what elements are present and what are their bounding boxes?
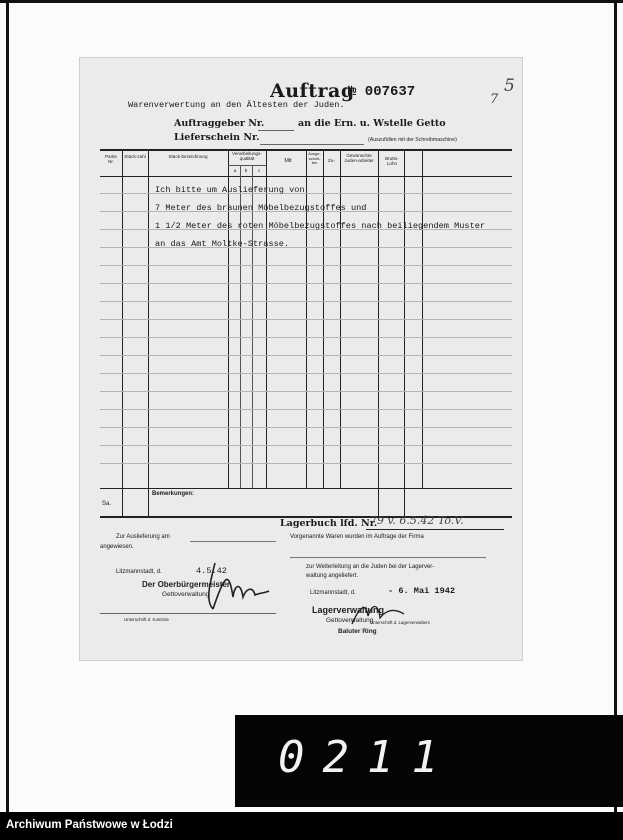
left-release-field bbox=[190, 541, 276, 542]
left-release-line-1: Zur Auslieferung am bbox=[116, 534, 170, 540]
col-header-partie: Partie Nr. bbox=[104, 154, 117, 165]
table-row-line bbox=[100, 391, 512, 392]
an-die-label: an die Ern. u. Wstelle Getto bbox=[298, 118, 446, 129]
table-row-line bbox=[100, 463, 512, 464]
right-stamp-line-1: Lagerverwaltung bbox=[312, 605, 385, 615]
sum-label: Sa. bbox=[102, 501, 112, 507]
auftraggeber-label: Auftraggeber Nr. bbox=[174, 118, 265, 129]
corner-mark-top: 5 bbox=[504, 76, 515, 96]
auftraggeber-line bbox=[258, 130, 294, 131]
right-text-line-2: zur Weiterleitung an die Juden bei der Lagerver- bbox=[306, 564, 435, 570]
form-number: № 007637 bbox=[348, 84, 416, 100]
col-header-qual-a: a bbox=[233, 168, 237, 173]
archive-name: Archiwum Państwowe w Łodzi bbox=[6, 819, 173, 831]
right-signature bbox=[348, 596, 408, 630]
order-form-document bbox=[80, 58, 522, 660]
corner-mark-bottom: 7 bbox=[490, 92, 499, 107]
col-header-qualitaet: Verarbeitungs-qualität bbox=[232, 151, 262, 162]
col-divider-4 bbox=[240, 165, 241, 488]
right-stamp-line-3: Baluter Ring bbox=[338, 628, 377, 635]
col-header-bezeichnung: Stück-bezeichnung bbox=[168, 154, 208, 159]
order-text-line-2: 7 Meter des braunen Möbelbezugstoffes und bbox=[155, 203, 367, 213]
form-subtitle: Warenverwertung an den Ältesten der Juden. bbox=[128, 100, 345, 110]
left-release-line-2: angewiesen. bbox=[100, 544, 134, 550]
left-place: Litzmannstadt, d. bbox=[116, 569, 162, 575]
right-firm-field bbox=[290, 557, 486, 558]
col-header-brutto-lohn: Brutto-Lohn bbox=[385, 156, 399, 167]
lieferschein-line bbox=[260, 144, 364, 145]
lagerbuch-value: 79 v. 6.5.42 To.V. bbox=[370, 514, 464, 527]
frame-left-line bbox=[6, 0, 9, 812]
table-sum-border bbox=[100, 488, 512, 489]
typewriter-note: (Auszufüllen mit der Schreibmaschine) bbox=[368, 137, 457, 143]
table-row-line bbox=[100, 265, 512, 266]
left-signature bbox=[195, 553, 285, 613]
lagerbuch-label: Lagerbuch lfd. Nr. bbox=[280, 518, 378, 529]
table-row-line bbox=[100, 409, 512, 410]
left-stamp-line-1: Der Oberbürgermeister bbox=[142, 580, 231, 589]
left-signature-caption: Unterschrift d. Kontrole bbox=[124, 617, 169, 622]
table-row-line bbox=[100, 283, 512, 284]
right-place: Litzmannstadt, d. bbox=[310, 590, 356, 596]
col-divider-1 bbox=[122, 149, 123, 517]
lieferschein-label: Lieferschein Nr. bbox=[174, 132, 260, 143]
right-stamp-line-2: Gettoverwaltung bbox=[326, 617, 374, 624]
order-text-line-1: Ich bitte um Auslieferung von bbox=[155, 185, 305, 195]
col-header-mit: Mit bbox=[284, 158, 292, 164]
table-row-line bbox=[100, 319, 512, 320]
col-header-qual-b: b bbox=[244, 168, 248, 173]
right-signature-caption: Unterschrift d. Lagerverwalters bbox=[370, 620, 430, 625]
col-header-qual-c: c bbox=[257, 168, 261, 173]
left-stamp-line-2: Gettoverwaltung bbox=[162, 591, 210, 598]
col-header-juden-arbeiter: Gewünschte Juden-arbeiter bbox=[344, 153, 374, 164]
col-divider-10 bbox=[378, 149, 379, 517]
right-text-line-3: waltung angeliefert. bbox=[306, 573, 359, 579]
order-text-line-3: 1 1/2 Meter des roten Möbelbezugstoffes nach beiliegendem Muster bbox=[155, 221, 486, 231]
table-row-line bbox=[100, 355, 512, 356]
frame-right-line bbox=[614, 0, 617, 812]
col-header-ausgeschnitten: Ausge-schnit-ten bbox=[308, 151, 321, 166]
right-date: - 6. Mai 1942 bbox=[388, 586, 456, 596]
archive-footer bbox=[0, 812, 623, 840]
lagerbuch-line bbox=[366, 529, 504, 530]
col-divider-11 bbox=[404, 149, 405, 517]
quality-subheader-line bbox=[228, 165, 266, 166]
table-row-line bbox=[100, 301, 512, 302]
table-row-line bbox=[100, 445, 512, 446]
frame-top-line bbox=[0, 0, 623, 3]
table-row-line bbox=[100, 373, 512, 374]
left-date: 4.5.42 bbox=[196, 566, 227, 576]
form-title: Auftrag bbox=[270, 80, 355, 102]
order-text-line-4: an das Amt Moltke-Strasse. bbox=[155, 239, 290, 249]
col-divider-2 bbox=[148, 149, 149, 517]
col-divider-5 bbox=[252, 165, 253, 488]
left-signature-line bbox=[100, 613, 276, 614]
frame-number: 0211 bbox=[278, 732, 456, 783]
table-row-line bbox=[100, 337, 512, 338]
col-header-stueckzahl: Stück-zahl bbox=[124, 154, 146, 159]
right-text-line-1: Vorgenannte Waren wurden im Auftrage der Firma bbox=[290, 534, 424, 540]
remarks-label: Bemerkungen: bbox=[152, 491, 195, 497]
col-header-zu: Zu- bbox=[328, 158, 335, 163]
table-row-line bbox=[100, 427, 512, 428]
